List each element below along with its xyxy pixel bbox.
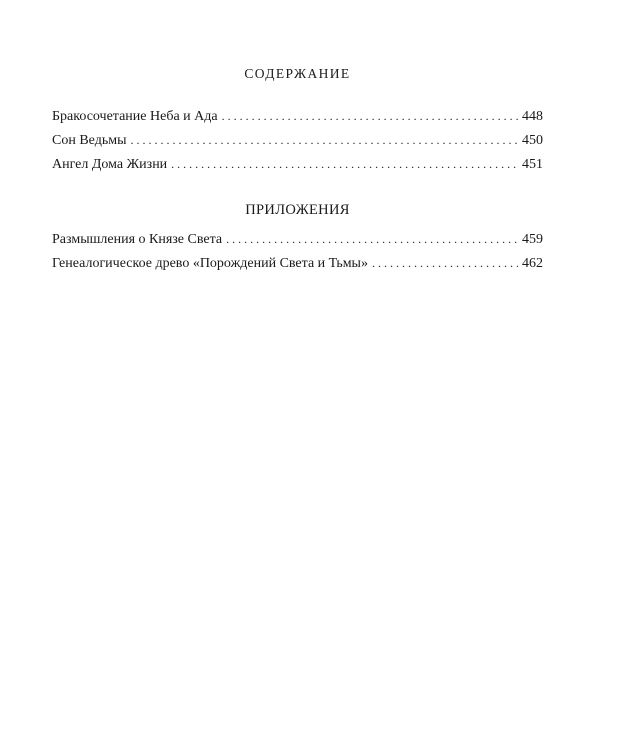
toc-entry	[52, 230, 543, 254]
toc-entry-title: Генеалогическое древо «Порождений Света и Тьмы»	[52, 256, 368, 271]
toc-entry-page: 451	[522, 157, 543, 172]
toc-entry-page: 462	[522, 256, 543, 271]
toc-entry-title: Сон Ведьмы	[52, 133, 127, 148]
dot-leader	[226, 230, 518, 248]
dot-leader	[222, 107, 518, 125]
toc-entry	[52, 155, 543, 179]
contents-list	[52, 107, 543, 179]
appendix-heading: ПРИЛОЖЕНИЯ	[245, 202, 350, 218]
dot-leader	[171, 155, 518, 173]
dot-leader	[372, 254, 518, 272]
toc-entry-page: 450	[522, 133, 543, 148]
toc-entry-title: Бракосочетание Неба и Ада	[52, 109, 218, 124]
dot-leader	[130, 131, 518, 149]
toc-entry	[52, 254, 543, 278]
appendix-list	[52, 230, 543, 278]
toc-entry-title: Ангел Дома Жизни	[52, 157, 168, 172]
toc-entry	[52, 107, 543, 131]
toc-entry-page: 459	[522, 232, 543, 247]
toc-entry-title: Размышления о Князе Света	[52, 232, 223, 247]
toc-entry	[52, 131, 543, 155]
contents-heading: СОДЕРЖАНИЕ	[244, 66, 351, 81]
toc-entry-page: 448	[522, 109, 543, 124]
